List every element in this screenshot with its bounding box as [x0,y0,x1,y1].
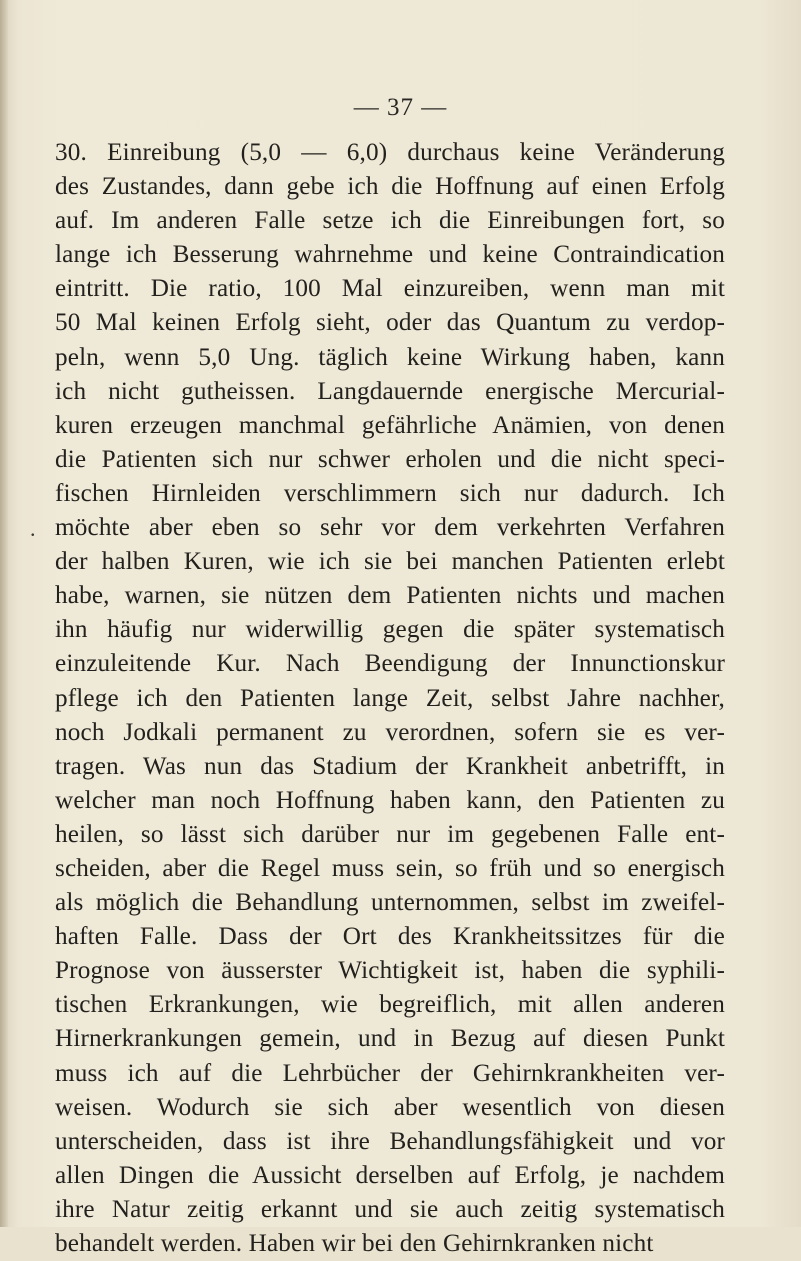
page-number: — 37 — [353,94,448,121]
text-line: welcher man noch Hoffnung haben kann, den Patienten zu [55,786,725,814]
text-line: tischen Erkrankungen, wie begreiflich, mit allen anderen [55,991,725,1019]
text-line: allen Dingen die Aussicht derselben auf Erfolg, je nachdem [55,1161,725,1189]
page-gutter-shadow [0,0,8,1227]
text-line: noch Jodkali permanent zu verordnen, sofern sie es ver- [55,718,725,746]
text-line: muss ich auf die Lehrbücher der Gehirnkrankheiten ver- [55,1059,725,1087]
text-line: möchte aber eben so sehr vor dem verkehrten Verfahren [55,514,725,542]
text-line: auf. Im anderen Falle setze ich die Einreibungen fort, so [55,207,725,235]
text-line: weisen. Wodurch sie sich aber wesentlich von diesen [55,1093,725,1121]
text-line: des Zustandes, dann gebe ich die Hoffnung auf einen Erfolg [55,173,725,201]
text-line: fischen Hirnleiden verschlimmern sich nur dadurch. Ich [55,479,725,507]
text-line: die Patienten sich nur schwer erholen und die nicht speci- [55,445,725,473]
text-line: 30. Einreibung (5,0 — 6,0) durchaus keine Veränderung [55,139,725,166]
text-line: einzuleitende Kur. Nach Beendigung der Innunctionskur [55,650,725,678]
text-line: als möglich die Behandlung unternommen, selbst im zweifel- [55,889,725,917]
text-line: ihn häufig nur widerwillig gegen die später systematisch [55,616,725,644]
text-line: Prognose von äusserster Wichtigkeit ist, haben die syphili- [55,957,725,985]
text-line: ihre Natur zeitig erkannt und sie auch zeitig systematisch [55,1195,725,1223]
text-line: haften Falle. Dass der Ort des Krankheitssitzes für die [55,923,725,951]
text-line: pflege ich den Patienten lange Zeit, selbst Jahre nachher, [55,684,725,712]
text-line: peln, wenn 5,0 Ung. täglich keine Wirkung haben, kann [55,343,725,371]
text-line: kuren erzeugen manchmal gefährliche Anämien, von denen [55,411,725,439]
text-line: Hirnerkrankungen gemein, und in Bezug auf diesen Punkt [55,1025,725,1053]
text-line: 50 Mal keinen Erfolg sieht, oder das Quantum zu verdop- [55,309,725,337]
text-line: der halben Kuren, wie ich sie bei manchen Patienten erlebt [55,548,725,576]
text-line: behandelt werden. Haben wir bei den Gehirnkranken nicht [55,1230,654,1257]
text-line: habe, warnen, sie nützen dem Patienten nichts und machen [55,582,725,610]
text-line: lange ich Besserung wahrnehme und keine Contraindication [55,241,725,269]
text-line: unterscheiden, dass ist ihre Behandlungsfähigkeit und vor [55,1127,725,1155]
body-text [55,136,725,1261]
text-line: heilen, so lässt sich darüber nur im gegebenen Falle ent- [55,820,725,848]
text-line: tragen. Was nun das Stadium der Krankheit anbetrifft, in [55,752,725,780]
text-line: ich nicht gutheissen. Langdauernde energische Mercurial- [55,377,725,405]
text-line: eintritt. Die ratio, 100 Mal einzureiben, wenn man mit [55,275,725,303]
text-line: scheiden, aber die Regel muss sein, so früh und so energisch [55,854,725,882]
margin-mark: . [30,516,36,541]
